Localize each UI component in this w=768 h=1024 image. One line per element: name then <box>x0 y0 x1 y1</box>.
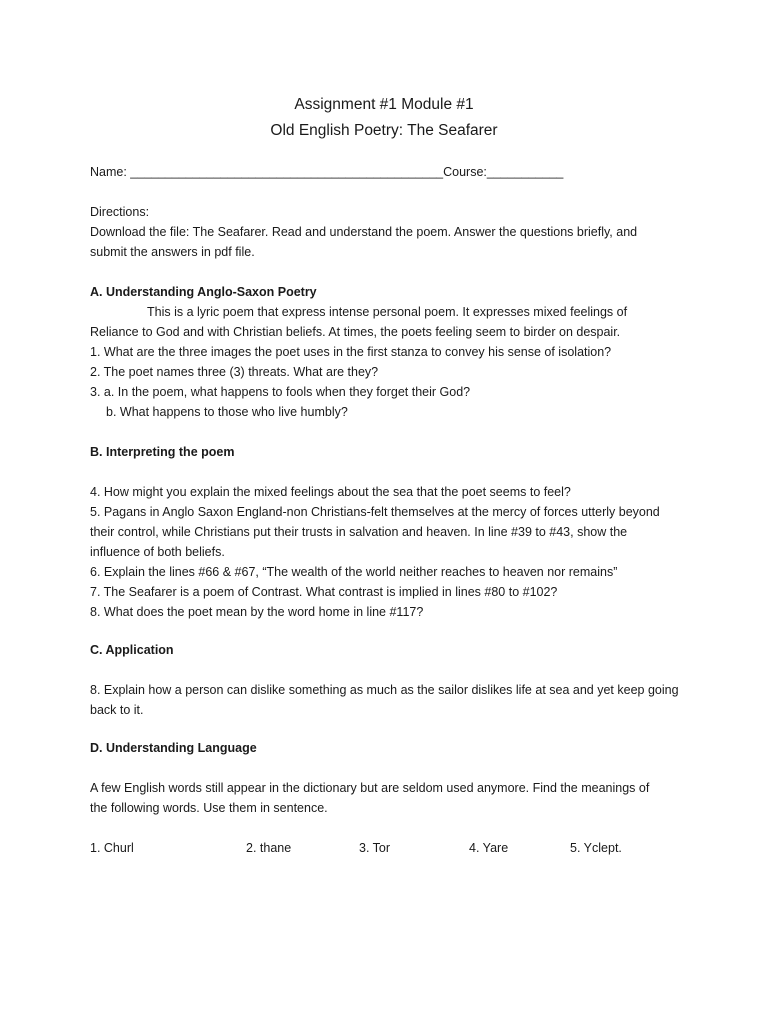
section-d-heading: D. Understanding Language <box>90 741 257 755</box>
question-3b: b. What happens to those who live humbly? <box>106 405 348 419</box>
application-question-line-1: 8. Explain how a person can dislike something as much as the sailor dislikes life at sea and yet keep going <box>90 683 679 697</box>
question-8: 8. What does the poet mean by the word home in line #117? <box>90 605 424 619</box>
application-question-line-2: back to it. <box>90 703 144 717</box>
directions-text-2: submit the answers in pdf file. <box>90 245 255 259</box>
question-5-line-1: 5. Pagans in Anglo Saxon England-non Christians-felt themselves at the mercy of forces utterly beyond <box>90 505 660 519</box>
assignment-title: Assignment #1 Module #1 <box>294 96 474 113</box>
vocab-word-churl: 1. Churl <box>90 841 134 855</box>
section-d-intro-1: A few English words still appear in the dictionary but are seldom used anymore. Find the meanings of <box>90 781 650 795</box>
question-3a: 3. a. In the poem, what happens to fools when they forget their God? <box>90 385 471 399</box>
section-b-heading: B. Interpreting the poem <box>90 445 235 459</box>
question-6: 6. Explain the lines #66 & #67, “The wealth of the world neither reaches to heaven nor remains” <box>90 565 618 579</box>
directions-text-1: Download the file: The Seafarer. Read and understand the poem. Answer the questions briefly, and <box>90 225 638 239</box>
vocab-word-yare: 4. Yare <box>469 841 509 855</box>
section-c-heading: C. Application <box>90 643 174 657</box>
question-5-line-3: influence of both beliefs. <box>90 545 225 559</box>
vocab-word-tor: 3. Tor <box>359 841 391 855</box>
name-course-line: Name: _____________________________________________Course:___________ <box>90 165 564 179</box>
vocab-word-yclept: 5. Yclept. <box>570 841 622 855</box>
assignment-subtitle: Old English Poetry: The Seafarer <box>270 122 498 139</box>
question-2: 2. The poet names three (3) threats. What are they? <box>90 365 379 379</box>
question-7: 7. The Seafarer is a poem of Contrast. What contrast is implied in lines #80 to #102? <box>90 585 558 599</box>
directions-heading: Directions: <box>90 205 150 219</box>
section-a-intro-2: Reliance to God and with Christian beliefs. At times, the poets feeling seem to birder on despair. <box>90 325 621 339</box>
section-a-intro-1: This is a lyric poem that express intense personal poem. It expresses mixed feelings of <box>147 305 628 319</box>
section-d-intro-2: the following words. Use them in sentence. <box>90 801 328 815</box>
vocab-word-thane: 2. thane <box>246 841 292 855</box>
question-5-line-2: their control, while Christians put their trusts in salvation and heaven. In line #39 to #43, show the <box>90 525 628 539</box>
section-a-heading: A. Understanding Anglo-Saxon Poetry <box>90 285 317 299</box>
question-4: 4. How might you explain the mixed feelings about the sea that the poet seems to feel? <box>90 485 571 499</box>
question-1: 1. What are the three images the poet uses in the first stanza to convey his sense of isolation? <box>90 345 612 359</box>
